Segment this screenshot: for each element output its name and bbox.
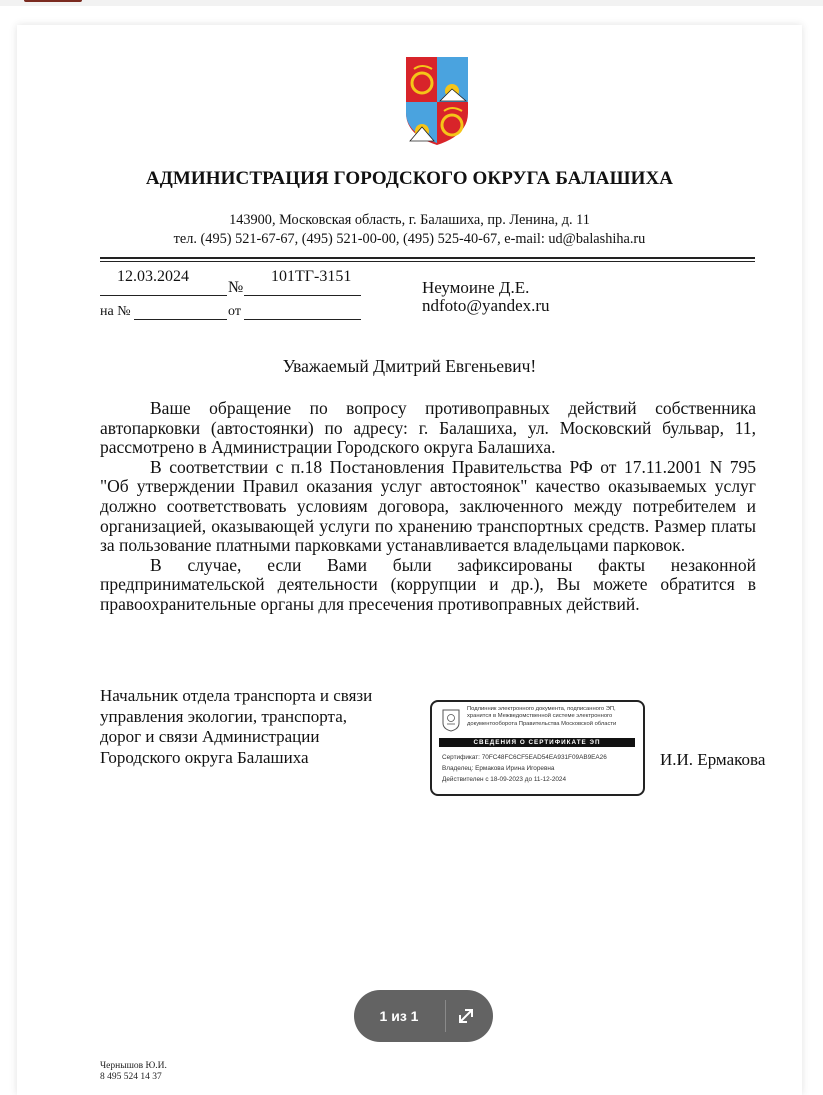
- executor-phone: 8 495 524 14 37: [100, 1072, 162, 1082]
- organization-name: АДМИНИСТРАЦИЯ ГОРОДСКОГО ОКРУГА БАЛАШИХА: [145, 168, 674, 189]
- greeting: Уважаемый Дмитрий Евгеньевич!: [282, 356, 537, 376]
- paragraph: Ваше обращение по вопросу противоправных действий собственника автопарковки (автостоянки) по адресу: г. Балашиха, ул. Московский бульвар, 11, рассмотрено в Администрации Городского округа Балашиха.: [100, 398, 756, 458]
- executor-name: Чернышов Ю.И.: [100, 1061, 167, 1071]
- page-navigator: [354, 990, 493, 1042]
- number-label: №: [228, 279, 244, 296]
- signer-name: И.И. Ермакова: [660, 750, 766, 769]
- recipient-email: ndfoto@yandex.ru: [422, 296, 550, 315]
- organization-address: 143900, Московская область, г. Балашиха, пр. Ленина, д. 11: [229, 212, 590, 228]
- recipient-name: Неумоине Д.Е.: [422, 278, 530, 297]
- document-page: [17, 25, 802, 1095]
- paragraph: В соответствии с п.18 Постановления Правительства РФ от 17.11.2001 N 795 "Об утверждении Правил оказания услуг автостоянок" качество оказываемых услуг должно соответствовать условиям договора, заключенного между потребителем и организацией, оказывающей услуги по хранению транспортных средств. Размер платы за пользование платными парковками устанавливается владельцами парковок.: [100, 456, 756, 556]
- signer-position-line: дорог и связи Администрации: [100, 727, 320, 746]
- signer-position-line: Городского округа Балашиха: [100, 747, 309, 767]
- expand-arrows-icon[interactable]: [451, 1002, 481, 1030]
- stamp-banner: СВЕДЕНИЯ О СЕРТИФИКАТЕ ЭП: [439, 738, 635, 747]
- from-underline: [244, 319, 361, 320]
- page-indicator: 1 из 1: [379, 1008, 419, 1024]
- certificate-number: Сертификат: 70FC48FC6CF5EAD54EA931F09AB9EA26: [442, 754, 607, 761]
- signer-position-line: управления экологии, транспорта,: [100, 706, 347, 726]
- reply-to-label: на №: [100, 304, 131, 319]
- balashikha-coat-of-arms-icon: [404, 55, 470, 147]
- stamp-note: Подлинник электронного документа, подписанного ЭП, хранится в Межведомственной системе электронного документооборота Правительства Московской области: [467, 706, 617, 727]
- organization-contacts: тел. (495) 521-67-67, (495) 521-00-00, (495) 525-40-67, e-mail: ud@balashiha.ru: [173, 231, 646, 247]
- letterhead-divider-thin: [100, 261, 755, 262]
- signer-position: [100, 686, 372, 768]
- reply-to-underline: [134, 319, 227, 320]
- top-bar: [0, 0, 823, 6]
- certificate-validity: Действителен с 18-09-2023 до 11-12-2024: [442, 776, 567, 783]
- registration-number: 101ТГ-3151: [271, 268, 352, 285]
- moscow-oblast-emblem-icon: [441, 708, 461, 732]
- number-underline: [244, 295, 361, 296]
- paragraph: В случае, если Вами были зафиксированы факты незаконной предпринимательской деятельности (коррупции и др.), Вы можете обратится в правоохранительные органы для пресечения противоправных действий.: [100, 554, 756, 614]
- letterhead-divider: [100, 257, 755, 259]
- recipient-block: [422, 279, 550, 315]
- signer-position-line: Начальник отдела транспорта и связи: [100, 686, 373, 705]
- from-label: от: [228, 304, 241, 319]
- date-underline: [100, 295, 227, 296]
- registration-date: 12.03.2024: [117, 268, 189, 285]
- previous-item-thumbnail[interactable]: [24, 0, 82, 2]
- e-signature-stamp: [430, 700, 645, 796]
- letter-body: [100, 399, 756, 615]
- pager-divider: [445, 1000, 446, 1032]
- certificate-owner: Владелец: Ермакова Ирина Игоревна: [442, 765, 555, 772]
